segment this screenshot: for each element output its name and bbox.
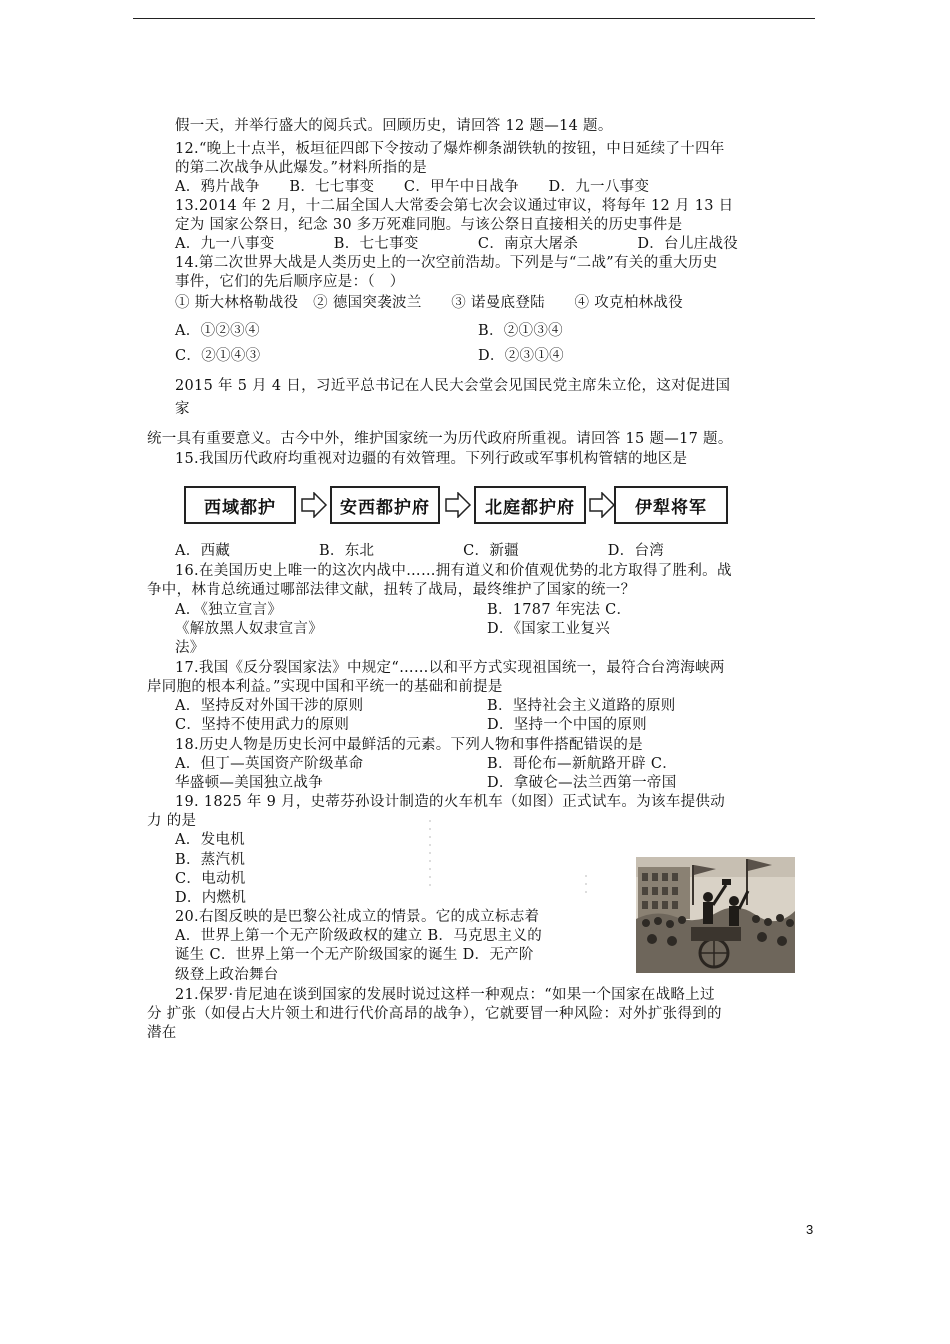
text-line: 家 [175, 401, 190, 417]
question-18-stem: 18.历史人物是历史长河中最鲜活的元素。下列人物和事件搭配错误的是 [175, 737, 643, 753]
question-13-options: A．九一八事变 B．七七事变 C．南京大屠杀 D．台儿庄战役 [175, 236, 739, 252]
passage-intro: 2015 年 5 月 4 日，习近平总书记在人民大会堂会见国民党主席朱立伦，这对促进国 [175, 378, 731, 394]
question-19-stem: 19. 1825 年 9 月，史蒂芬孙设计制造的火车机车（如图）正式试车。为该车提供动 [175, 794, 726, 810]
question-18-option-d: D．拿破仑—法兰西第一帝国 [487, 775, 677, 791]
question-16-option-c: 《解放黑人奴隶宣言》 [175, 621, 323, 637]
arrow-right-icon [588, 492, 616, 518]
question-12-options: A．鸦片战争 B．七七事变 C．甲午中日战争 D．九一八事变 [175, 179, 650, 195]
question-14-option-a: A．①②③④ [175, 323, 260, 339]
text-line: 定为 国家公祭日，纪念 30 多万死难同胞。与该公祭日直接相关的历史事件是 [175, 217, 683, 233]
question-18-option-a: A．但丁—英国资产阶级革命 [175, 756, 364, 772]
question-13-stem: 13.2014 年 2 月，十二届全国人大常委会第七次会议通过审议，将每年 12 月 13 日 [175, 198, 734, 214]
question-20-stem: 20.右图反映的是巴黎公社成立的情景。它的成立标志着 [175, 909, 540, 925]
question-19-option-b: B．蒸汽机 [175, 852, 246, 868]
question-17-option-b: B．坚持社会主义道路的原则 [487, 698, 676, 714]
arrow-right-icon [300, 492, 328, 518]
paris-commune-image [636, 857, 795, 973]
flow-box-xiyu: 西域都护 [184, 486, 296, 524]
question-21-stem: 21.保罗·肯尼迪在谈到国家的发展时说过这样一种观点：“如果一个国家在战略上过 [175, 987, 715, 1003]
text-line: 级登上政治舞台 [175, 967, 279, 983]
arrow-right-icon [444, 492, 472, 518]
question-18-option-b: B．哥伦布—新航路开辟 C． [487, 756, 678, 772]
question-16-stem: 16.在美国历史上唯一的这次内战中……拥有道义和价值观优势的北方取得了胜利。战 [175, 563, 732, 579]
header-rule [133, 18, 815, 19]
question-12-stem: 12.“晚上十点半，板垣征四郎下令按动了爆炸柳条湖铁轨的按钮，中日延续了十四年 [175, 141, 725, 157]
text-line: 事件，它们的先后顺序应是：（ ） [175, 274, 405, 290]
question-17-option-c: C．坚持不使用武力的原则 [175, 717, 350, 733]
question-19-option-c: C．电动机 [175, 871, 246, 887]
question-16-option-a: A．《独立宣言》 [175, 602, 283, 618]
question-14-option-c: C．②①④③ [175, 348, 261, 364]
question-20-options: A．世界上第一个无产阶级政权的建立 B．马克思主义的 [175, 928, 543, 944]
flow-box-anxi: 安西都护府 [330, 486, 440, 524]
text-line: 法》 [175, 640, 205, 656]
question-19-option-d: D．内燃机 [175, 890, 247, 906]
question-15-stem: 15.我国历代政府均重视对边疆的有效管理。下列行政或军事机构管辖的地区是 [175, 451, 688, 467]
text-line: 力 的是 [147, 813, 197, 829]
text-line: 争中，林肯总统通过哪部法律文献，扭转了战局，最终维护了国家的统一？ [147, 582, 636, 598]
flow-box-beiting: 北庭都护府 [474, 486, 586, 524]
flow-box-yili: 伊犁将军 [614, 486, 728, 524]
question-14-option-d: D．②③①④ [478, 348, 564, 364]
question-17-stem: 17.我国《反分裂国家法》中规定“……以和平方式实现祖国统一，最符合台湾海峡两 [175, 660, 725, 676]
text-line: 岸同胞的根本利益。”实现中国和平统一的基础和前提是 [147, 679, 503, 695]
question-14-option-b: B．②①③④ [478, 323, 563, 339]
question-14-events: ① 斯大林格勒战役 ② 德国突袭波兰 ③ 诺曼底登陆 ④ 攻克柏林战役 [175, 295, 684, 311]
question-16-option-d: D．《国家工业复兴 [487, 621, 611, 637]
text-line: 假一天，并举行盛大的阅兵式。回顾历史，请回答 12 题—14 题。 [175, 118, 613, 134]
question-15-options: A．西藏 B．东北 C．新疆 D．台湾 [175, 543, 665, 559]
question-18-option-c: 华盛顿—美国独立战争 [175, 775, 323, 791]
text-line: 分 扩张（如侵占大片领土和进行代价高昂的战争），它就要冒一种风险：对外扩张得到的 [147, 1006, 722, 1022]
text-line: 诞生 C．世界上第一个无产阶级国家的诞生 D．无产阶 [175, 947, 534, 963]
question-19-option-a: A．发电机 [175, 832, 245, 848]
question-17-option-d: D．坚持一个中国的原则 [487, 717, 647, 733]
page-number: 3 [806, 1222, 814, 1237]
question-16-option-b: B．1787 年宪法 C． [487, 602, 632, 618]
question-14-stem: 14.第二次世界大战是人类历史上的一次空前浩劫。下列是与“二战”有关的重大历史 [175, 255, 718, 271]
text-line: 潜在 [147, 1025, 177, 1041]
text-line: 统一具有重要意义。古今中外，维护国家统一为历代政府所重视。请回答 15 题—17 题。 [147, 431, 733, 447]
text-line: 的第二次战争从此爆发。”材料所指的是 [175, 160, 428, 176]
question-17-option-a: A．坚持反对外国干涉的原则 [175, 698, 364, 714]
locomotive-image-placeholder [426, 820, 596, 900]
